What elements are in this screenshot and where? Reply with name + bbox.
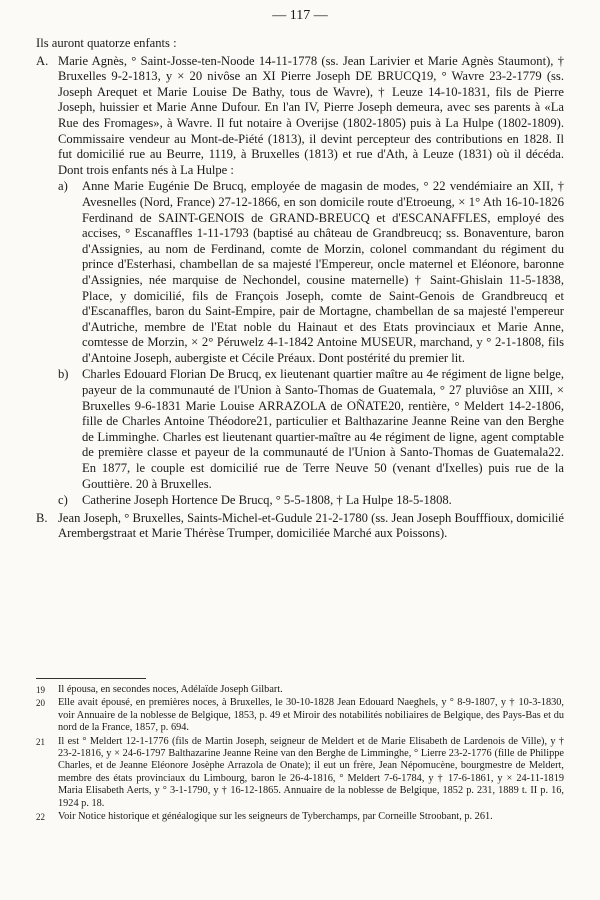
entry-a bbox=[36, 54, 564, 509]
footnote-number: 22 bbox=[36, 812, 45, 823]
entry-text: Jean Joseph, ° Bruxelles, Saints-Michel-et-Gudule 21-2-1780 (ss. Jean Joseph Boufffioux, domicilié Arembergstraat et Marie Thérèse Trumper, domiciliée Marché aux Poissons). bbox=[58, 510, 564, 541]
footnotes bbox=[36, 684, 564, 824]
footnote-number: 21 bbox=[36, 736, 45, 747]
child-text: Catherine Joseph Hortence De Brucq, ° 5-5-1808, † La Hulpe 18-5-1808. bbox=[82, 493, 452, 508]
entry-label: A. bbox=[36, 53, 49, 68]
page-number: — 117 — bbox=[272, 8, 328, 23]
footnote-19 bbox=[36, 684, 564, 696]
footnote-text: Elle avait épousé, en premières noces, à Bruxelles, le 30-10-1828 Jean Edouard Naeghels, y ° 8-9-1807, y † 10-3-1830, voir Annuaire de la noblesse de Belgique, 1853, p. 49 et Miroir des notabilités nobiliaires de Belgique, des Pays-Bas et du nord de la France, 1857, p. 694. bbox=[58, 697, 564, 734]
child-text: Anne Marie Eugénie De Brucq, employée de magasin de modes, ° 22 vendémiaire an XII, † Avesnelles (Nord, France) 27-12-1866, en son domicile route d'Etroeung, × 1° Ath 16-10-1826 Ferdinand de SAINT-GENOIS de GRAND-BREUCQ et d'ESCANAFFLES, employé des accises, ° Escanaffles 1-11-1793 (baptisé au château de Grandbreucq; ss. Bonaventure, baron d'Assignies, au nom de Ferdinand, comte de Morzin, colonel commandant du régiment du prince d'Esterhasi, chambellan de sa majesté l'Empereur, oncle maternel et Eléonore, baronne d'Assignies, née marquise de Nechondel, cousine maternelle) † Saint-Ghislain 11-5-1838, Place, y domicilié, fils de François Joseph, comte de Saint-Genois de Grandbreucq et d'Escanaffles, baron du Saint-Empire, pair de Mortagne, chambellan de sa majesté l'empereur d'Autriche, membre de l'Etat noble du Hainaut et des Etats provinciaux et Marie Anne, comtesse de Morzin, × 2° Péruwelz 4-1-1842 Antoine MUSEUR, marchand, y ° 2-1-1808, fils d'Antoine Joseph, aubergiste et Cécile Préaux. Dont postérité du premier lit. bbox=[82, 179, 564, 365]
footnote-number: 19 bbox=[36, 685, 45, 695]
footnote-text: Il est ° Meldert 12-1-1776 (fils de Martin Joseph, seigneur de Meldert et de Marie Elisabeth de Lardenois de Ville), y † 23-2-1816, y × 24-6-1797 Balthazarine Jeanne Reine van den Berghe de Limminghe, ° Lierre 23-2-1776 (fille de Philippe Charles, et de Jeanne Eléonore Josèphe Arrazola de Onate); il eut un frère, Jean Népomucène, bourgmestre de Meldert, membre des états provinciaux du Limbourg, baron le 26-4-1816, ° Meldert 7-6-1784, y † 17-6-1861, y × 24-11-1819 Maria Elisabeth Aerts, y ° 3-1-1790, y † 16-12-1865. Annuaire de la noblesse de Belgique, 1852 p. 231, 1889 t. II p. 16, 1924 p. 18. bbox=[58, 735, 564, 809]
footnote-text: Il épousa, en secondes noces, Adélaïde Joseph Gilbart. bbox=[58, 684, 283, 695]
child-c bbox=[58, 493, 564, 509]
entry-label: B. bbox=[36, 510, 48, 525]
child-label: c) bbox=[58, 493, 68, 508]
child-b bbox=[58, 367, 564, 492]
footnote-rule bbox=[36, 678, 146, 679]
child-label: b) bbox=[58, 367, 69, 382]
footnote-20 bbox=[36, 697, 564, 734]
child-label: a) bbox=[58, 179, 68, 194]
child-text: Charles Edouard Florian De Brucq, ex lieutenant quartier maître au 4e régiment de ligne belge, payeur de la communauté de l'Union à Santo-Thomas de Guatemala, ° 27 pluviôse an XIII, × Bruxelles 9-6-1831 Marie Louise ARRAZOLA de OÑATE20, rentière, ° Meldert 14-2-1806, fille de Charles Antoine Théodore21, particulier et Balthazarine Jeanne Reine van den Berghe de Limminghe. Charles est lieutenant quartier-maître au 4e régiment de ligne, agent comptable de première classe et payeur de la communauté de l'Union à Santo-Thomas de Guatemala22. En 1877, le couple est domicilié rue de Terre Neuve 50 (venant d'Ixelles) puis rue de la Gouttière. 20 à Bruxelles. bbox=[82, 367, 564, 491]
footnote-number: 20 bbox=[36, 698, 45, 709]
footnote-21 bbox=[36, 736, 564, 810]
child-a bbox=[58, 179, 564, 366]
main-text bbox=[36, 36, 564, 542]
intro-paragraph: Ils auront quatorze enfants : bbox=[36, 36, 177, 50]
entry-b bbox=[36, 511, 564, 542]
entry-text: Marie Agnès, ° Saint-Josse-ten-Noode 14-11-1778 (ss. Jean Larivier et Marie Agnès Staumont), † Bruxelles 9-2-1813, y × 20 nivôse an XI Pierre Joseph DE BRUCQ19, ° Wavre 23-2-1779 (ss. Joseph Arequet et Marie Louise De Bathy, tous de Wavre), † Leuze 14-10-1831, fils de Pierre Joseph, huissier et Marie Anne Dufour. En l'an IV, Pierre Joseph demeura, avec ses parents à «La Rue des Fromages», à Wavre. Il fut notaire à Overijse (1802-1805) puis à La Hulpe (1802-1809). Commissaire vendeur au Mont-de-Piété (1813), il devint percepteur des contributions en 1828. Il fut domicilié rue au Beurre, 1119, à Bruxelles (1813) et rue d'Ath, à Leuze (1831) où il décéda. Dont trois enfants nés à La Hulpe : bbox=[58, 53, 564, 177]
footnote-22 bbox=[36, 811, 564, 823]
footnote-text: Voir Notice historique et généalogique sur les seigneurs de Tyberchamps, par Corneille Stroobant, p. 261. bbox=[58, 811, 493, 823]
